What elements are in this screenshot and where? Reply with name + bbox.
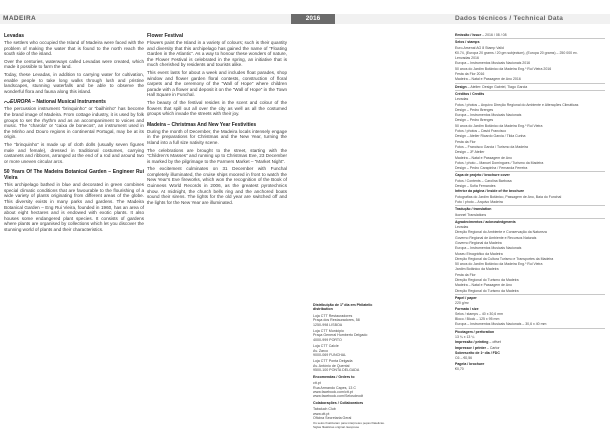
- tech-value: Bloco / Block – 125 x 95 mm: [455, 317, 500, 322]
- tech-value: Levadas: [455, 97, 469, 102]
- collaborators-info: Tabaluch Club www.ctt.pt Oficina Secretaria Geral: [313, 407, 352, 420]
- tech-value: Europa – Instrumentos Musicais Nacionais: [455, 113, 522, 118]
- orders-info: ctt.pt Rua Armando Capes, 13 C www.facebook.com/ctt.pt www.facebook.com/Selosdeodt: [313, 381, 363, 399]
- tech-value: €0.74, (Europa 20 grams / 20 gm subjectum), (Europa 20 grams) – 250 000 ex.: [455, 50, 578, 55]
- tech-value: Foto / photo – Arquivo Madeira: [455, 199, 503, 204]
- distribution-column: [313, 303, 385, 432]
- column-left: [4, 33, 144, 235]
- tech-value: Direção Regional do Ambiente e Conservação da Natureza: [455, 230, 547, 235]
- tech-value: Governo Regional da Madeira: [455, 240, 502, 245]
- tech-label: Papel / paper: [455, 295, 477, 300]
- europa-logo-text: EUROPA: [10, 99, 31, 106]
- tech-value: 50 anos do Jardim Botânico da Madeira Eng.º Rui Vieira 2016: [455, 66, 552, 71]
- tech-value: 13 ¼ x 13 ¼: [455, 335, 475, 340]
- tech-value: Design – Pedro Brenges: [455, 118, 494, 123]
- tech-label: Picotagem / perforation: [455, 329, 495, 334]
- tech-value: Direção Regional da Cultura Turismo e Transportes da Madeira: [455, 256, 554, 261]
- store-entry: Loja CTT Calcle Av. Zarco 9000-069 FUNCHAL: [313, 344, 347, 358]
- botanical-paragraph: This archipelago bathed in blue and decorated in green combines special climatic conditions that are favourable to the flourishing of a wide variety of plants originating from different areas of the globe. This diversity exists in many parks and gardens. The Madeira Botanical Garden – Eng Rui Vieira, founded in 1960, has an area of about eight hectares and is endowed with exotic plants. It also houses some endangered plant species. It consists of gardens where plants are organised by collections which let you discover the stunning world of plants and their characteristics.: [4, 182, 144, 233]
- store-entry: Loja CTT Ponta Delgada Av. António de Quental 9500-100 PONTA DELGADA: [313, 359, 360, 373]
- tech-value: 50 anos do Jardim Botânico da Madeira Eng.º Rui Vieira: [455, 262, 543, 267]
- tech-value: Fotos / Contents – Carolina Barbosa: [455, 178, 512, 183]
- technical-data-title: Dados técnicos / Technical Data: [455, 15, 564, 22]
- tech-value: €0,70: [455, 366, 464, 371]
- tech-value: Madeira – Natal e Passagem de Ano 2016: [455, 77, 521, 82]
- distribution-title: Distribuição de 1º dia em Philatelic distribution: [313, 303, 373, 312]
- tech-value: Fotos / photo – Manuel Domingues / Turismo da Madeira: [455, 160, 544, 165]
- footnote: Os selos finalizaram para intérpretes peças filatelicas. Siglas filatélicas original. Eesprese: [313, 421, 385, 429]
- levadas-paragraph: Today, these Levadas, in addition to carrying water for cultivation, enable people to take long walks through lush and pristine landscapes, stunning waterfalls and be able to observe the wonderful flora and fauna along this island.: [4, 71, 144, 94]
- tech-value: Fotos / photos – Arquivo Direção Regional do Ambiente e Alterações Climáticas: [455, 102, 579, 107]
- tech-label: Pagela / brochure: [455, 361, 485, 366]
- region-title: MADEIRA: [3, 15, 37, 22]
- christmas-paragraph: The excitement culminates on 31 December with Funchal completely illuminated, the cruise ships moored in front to watch the New Year’s Eve fireworks, which won the recognition of the Book of Guinness World Records in 2006, as the greatest pyrotechnics show. At midnight, the church bells ring and the anchored boats sound their sirens. The lights for the old year are switched off and the lights for the New Year are illuminated.: [147, 166, 287, 205]
- christmas-paragraph: The celebrations are brought to the street, starting with the “Children’s Masses” and running up to Christmas Eve, 23 December is marked by the pilgrimage to the Farmers Market – “Market Night”.: [147, 147, 287, 164]
- tech-value: Fotos – Francisco Garcia / Turismo da Madeira: [455, 144, 528, 149]
- flower-paragraph: Flowers paint the Island in a variety of colours; such is their quantity and diversity that this archipelago has gained the name of “Floating Garden in the Atlantic”. As a way to honour these wonders of nature, the Flower Festival is celebrated in the spring, an initiative that is much cherished by residents and tourists alike.: [147, 40, 287, 68]
- technical-data-column: [455, 33, 605, 372]
- tech-value: 220 g/m²: [455, 301, 469, 306]
- tech-value: Design – Sofia Fernandes: [455, 184, 496, 189]
- orders-title: Encomendas / Orders to: [313, 374, 355, 379]
- tech-value: Madeira – Natal e Passagem de Ano: [455, 155, 513, 160]
- tech-value: Design – JF Atelier: [455, 150, 485, 155]
- instruments-paragraph: The percussion instrument “brinquinho” or “bailhinho” has become the brand image of Madeira. From cottage industry, it is used by folk groups to set the rhythm and as an accompaniment to voices and music. The “charola” or “caixa de bonecos”, an instrument used in the Minho and Douro regions in continental Portugal, may be at its origin.: [4, 106, 144, 140]
- botanical-heading: 50 Years Of The Madeira Botanical Garden – Engineer Rui Vieira: [4, 169, 144, 182]
- tech-value: Festa da Flor 2016: [455, 72, 485, 77]
- tech-label: Inferior da página / Inside of the brochure: [455, 189, 525, 194]
- store-entry: Loja CTT Restauradores Praça dos Restauradores, 58 1250-998 LISBOA: [313, 313, 360, 327]
- tech-value: Europa – Instrumentos Musicais Nacionais – 30,6 x 40 mm: [455, 322, 547, 327]
- levadas-heading: Levadas: [4, 33, 25, 39]
- column-middle: [147, 33, 287, 207]
- flower-festival-heading: Flower Festival: [147, 33, 184, 39]
- tech-row: Impressão / printing – offset: [455, 340, 501, 345]
- tech-value: Design – Pedro Carapinha / Fernanda Ferreira: [455, 166, 528, 171]
- tech-label: Agradecimentos / acknowledgments: [455, 219, 516, 224]
- tech-row: Emissão / Issue – 2016 / 08 / 08: [455, 33, 507, 37]
- collaborators-title: Colaborações / Collaborators: [313, 400, 364, 405]
- europa-logo: [4, 99, 32, 105]
- tech-value: Euro-Arsenal AG 8 Stamp Valid: [455, 45, 504, 50]
- instruments-heading: [4, 99, 144, 105]
- tech-label: Selos / stamps: [455, 40, 480, 45]
- tech-value: Fotografias do Jardim Botânico, Passagem de Ano, Baía do Funchal: [455, 194, 562, 199]
- tech-label: Formato / size: [455, 306, 479, 311]
- tech-value: Design – Atelier Ricardo Garcia / Tilda Cunha: [455, 134, 526, 139]
- tech-label: Sobrescrito de 1º dia / FDC: [455, 350, 500, 355]
- year-badge: 2016: [291, 14, 335, 24]
- christmas-heading: Madeira – Christmas And New Year Festivities: [147, 121, 257, 128]
- tech-value: Design – Pedro Brenges: [455, 107, 494, 112]
- tech-label: Créditos / Credits: [455, 91, 485, 96]
- tech-value: Ikonnel Translations: [455, 212, 487, 217]
- tech-value: Direção Regional do Turismo da Madeira: [455, 278, 519, 283]
- tech-value: Fotos / photos – David Francisco: [455, 129, 507, 134]
- tech-value: Governo Regional de Ambiente e Recursos Naturais: [455, 235, 537, 240]
- tech-value: Festa da Flor: [455, 272, 476, 277]
- tech-value: Festa da Flor: [455, 139, 476, 144]
- store-entry: Loja CTT Municipio Praça General Humberto Delgado 4000-999 PORTO: [313, 329, 368, 342]
- tech-value: Direção Regional do Turismo da Madeira: [455, 288, 519, 293]
- christmas-paragraph: During the month of December, the Madeira locals intensely engage in the preparations for Christmas and the New Year, turning the Island into a full size nativity scene.: [147, 128, 287, 145]
- tech-label: Capa de projeto / brochure cover: [455, 173, 510, 178]
- tech-row: Design – Atelier: Design Gabriel, Tiago Garcia: [455, 84, 528, 89]
- tech-value: Selos / stamps – 40 x 30,6 mm: [455, 311, 504, 316]
- levadas-paragraph: Over the centuries, waterways called Levadas were created, which made it possible to farm the land.: [4, 58, 144, 70]
- flower-paragraph: The beauty of the festival resides in the scent and colour of the flowers that spill out all over the city as well as all the costumed groups which invade the streets with their joy.: [147, 99, 287, 117]
- tech-value: Europa – Instrumentos Musicais Nacionais 2016: [455, 61, 531, 66]
- instruments-paragraph: The “brinquinho” is made up of cloth dolls (usually seven figures male and female), dressed in traditional costumes, carrying castanets and ribbons, arranged at the end of a rod and around two or more uneven circular arcs.: [4, 141, 144, 164]
- tech-value: Lenvadas 2016: [455, 56, 479, 61]
- tech-value: Madeira – Natal e Passagem de Ano: [455, 283, 513, 288]
- tech-value: 50 anos do Jardim Botânico da Madeira Eng.º Rui Vieira: [455, 123, 543, 128]
- tech-value: Jardim Botânico da Madeira: [455, 267, 499, 272]
- tech-label: Tradução / translation: [455, 207, 492, 212]
- instruments-heading-text: – National Musical Instruments: [32, 99, 106, 106]
- flower-paragraph: This event lasts for about a week and includes float parades, shop window and flower garden floral contests, construction of floral carpets and the ceremony of the “Wall of Hope” where children parade with a flower and deposit it on the “Wall of Hope” in the Town Hall Square in Funchal.: [147, 69, 287, 98]
- tech-value: Museu Etnográfico da Madeira: [455, 251, 503, 256]
- tech-value: C6 – €0,56: [455, 356, 473, 361]
- tech-value: Levadas: [455, 225, 469, 230]
- tech-row: Impressor / printer – Cartor: [455, 345, 500, 350]
- levadas-paragraph: The settlers who occupied the Island of Madeira were faced with the problem of making the water that is found to the north reach the south side of the island.: [4, 40, 144, 57]
- tech-value: Europa – Instrumentos Musicais Nacionais: [455, 246, 522, 251]
